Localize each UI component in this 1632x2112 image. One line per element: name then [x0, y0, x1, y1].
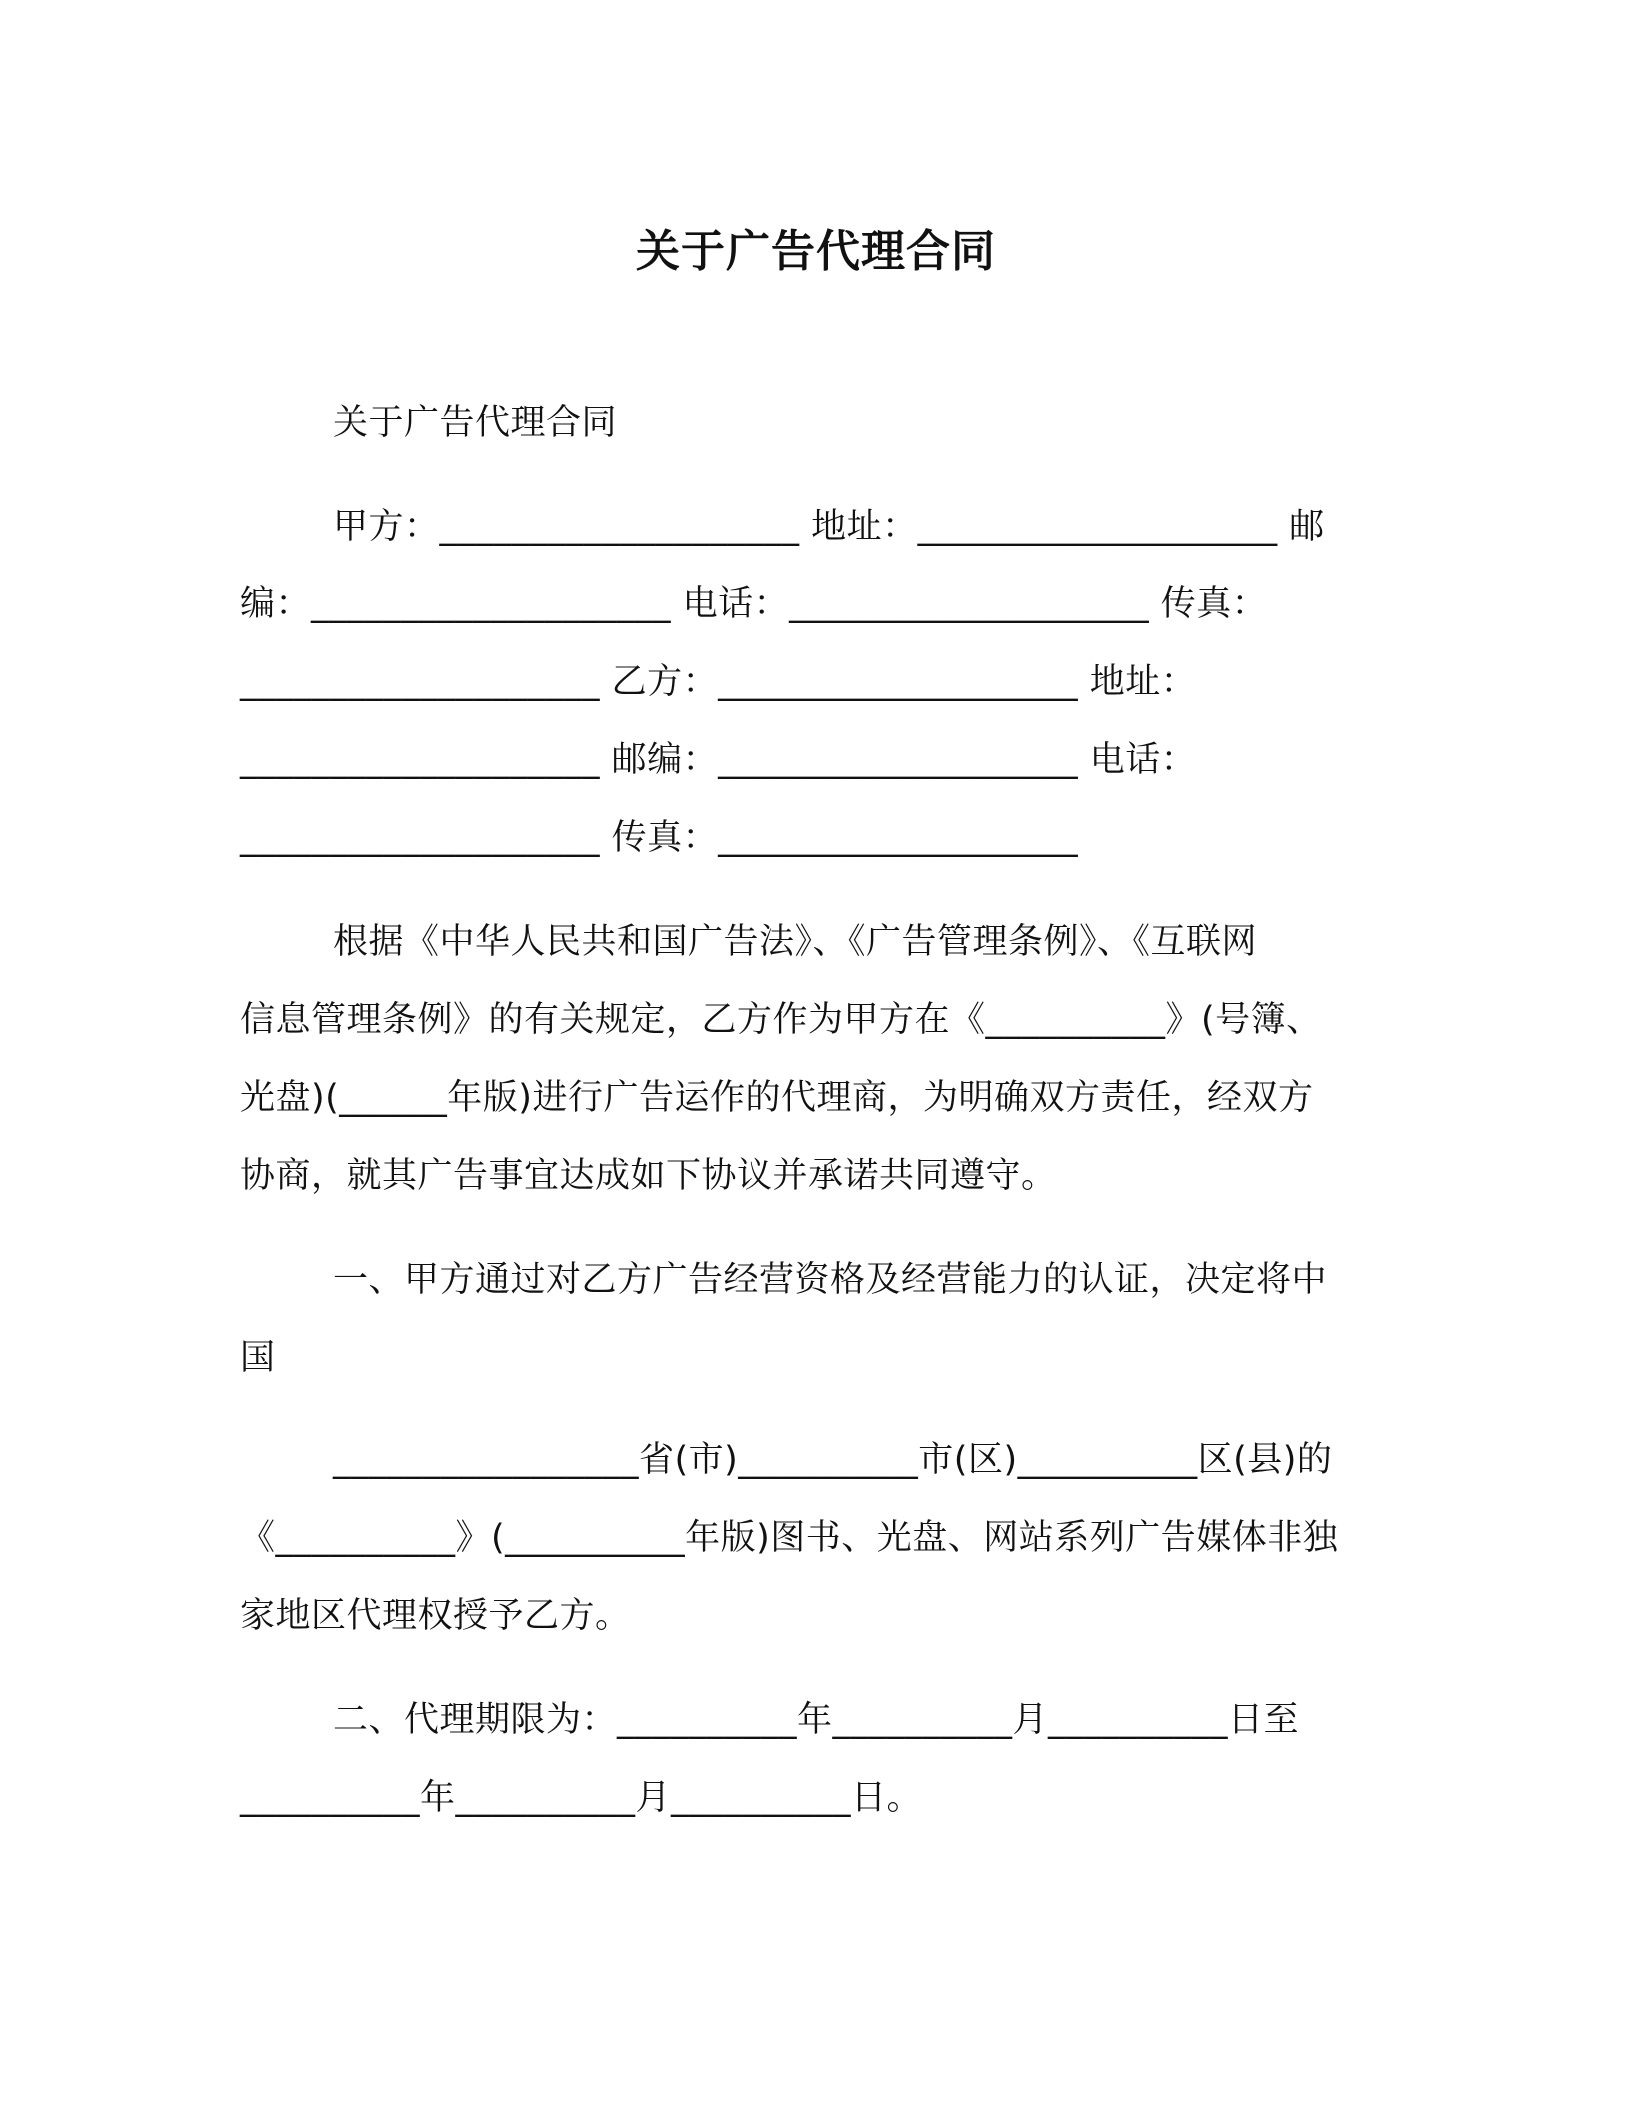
legal-basis-line-3: 光盘)(______年版)进行广告运作的代理商，为明确双方责任，经双方 [240, 1078, 1314, 1118]
party-a-contact-line: 编：____________________ 电话：____________________ 传真： [240, 584, 1268, 624]
region-line-2: 《__________》(__________年版)图书、光盘、网站系列广告媒体非独 [240, 1518, 1339, 1558]
region-line-3: 家地区代理权授予乙方。 [240, 1596, 631, 1636]
party-a-line: 甲方：____________________ 地址：____________________ 邮 [333, 507, 1325, 547]
region-line-1: _________________省(市)__________市(区)__________区(县)的 [333, 1440, 1333, 1480]
document-title: 关于广告代理合同 [636, 226, 996, 277]
clause-1-line-2: 国 [240, 1338, 276, 1378]
legal-basis-line-4: 协商，就其广告事宜达成如下协议并承诺共同遵守。 [240, 1156, 1057, 1196]
legal-basis-line-1: 根据《中华人民共和国广告法》、《广告管理条例》、《互联网 [333, 922, 1258, 962]
clause-2-line-1: 二、代理期限为：__________年__________月__________日至 [333, 1700, 1300, 1740]
party-b-fax-line: ____________________ 传真：____________________ [240, 818, 1079, 858]
party-b-postcode-line: ____________________ 邮编：____________________ 电话： [240, 740, 1197, 780]
subtitle-line: 关于广告代理合同 [333, 403, 618, 443]
clause-1-line-1: 一、甲方通过对乙方广告经营资格及经营能力的认证，决定将中 [333, 1260, 1328, 1300]
clause-2-line-2: __________年__________月__________日。 [240, 1778, 923, 1818]
party-b-line: ____________________ 乙方：____________________ 地址： [240, 662, 1197, 702]
legal-basis-line-2: 信息管理条例》的有关规定，乙方作为甲方在《__________》(号簿、 [240, 1000, 1322, 1040]
